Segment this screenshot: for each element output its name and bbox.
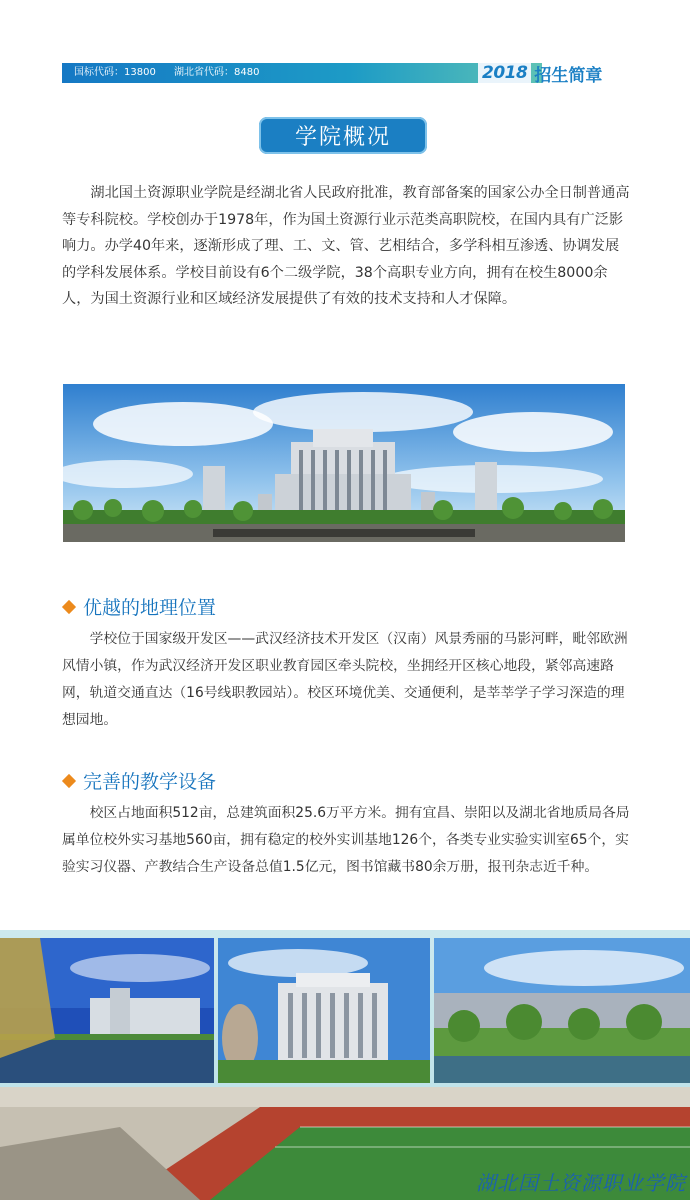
national-code: 国标代码：13800 [74, 67, 156, 78]
school-name-watermark: 湖北国土资源职业学院 [476, 1171, 686, 1195]
facilities-paragraph: 校区占地面积512亩，总建筑面积25.6万平方米。拥有宜昌、崇阳以及湖北省地质局各局属单位校外实习基地560亩，拥有稳定的校外实训基地126个，各类专业实验实训室65个，实验实习仪器、产教结合生产设备总值1.5亿元，图书馆藏书80余万册，报刊杂志近千种。 [62, 805, 630, 875]
brochure-year: 2018 [478, 63, 531, 83]
main-building-photo [218, 938, 430, 1083]
brochure-title: 招生简章 [534, 65, 603, 86]
section-title: 学院概况 [259, 117, 427, 154]
heading-text: 完善的教学设备 [83, 771, 217, 793]
brochure-brand [478, 62, 602, 84]
header-bar [62, 63, 542, 83]
province-code: 湖北省代码：8480 [174, 67, 260, 78]
section-heading-facilities [64, 767, 216, 794]
campus-lake-photo [0, 938, 214, 1083]
campus-garden-photo [434, 938, 690, 1083]
intro-paragraph: 湖北国土资源职业学院是经湖北省人民政府批准，教育部备案的国家公办全日制普通高等专科院校。学校创办于1978年，作为国土资源行业示范类高职院校，在国内具有广泛影响力。办学40年来，逐渐形成了理、工、文、管、艺相结合，多学科相互渗透、协调发展的学科发展体系。学校目前设有6个二级学院，38个高职专业方向，拥有在校生8000余人，为国土资源行业和区域经济发展提供了有效的技术支持和人才保障。 [62, 185, 630, 307]
diamond-bullet-icon [62, 599, 76, 613]
campus-panorama-photo [63, 384, 625, 542]
location-paragraph: 学校位于国家级开发区——武汉经济技术开发区（汉南）风景秀丽的马影河畔，毗邻欧洲风情小镇，作为武汉经济开发区职业教育园区牵头院校，坐拥经开区核心地段，紧邻高速路网，轨道交通直达（16号线职教园站）。校区环境优美、交通便利，是莘莘学子学习深造的理想园地。 [62, 631, 628, 728]
section-heading-location [64, 593, 216, 620]
diamond-bullet-icon [62, 773, 76, 787]
heading-text: 优越的地理位置 [83, 597, 217, 619]
